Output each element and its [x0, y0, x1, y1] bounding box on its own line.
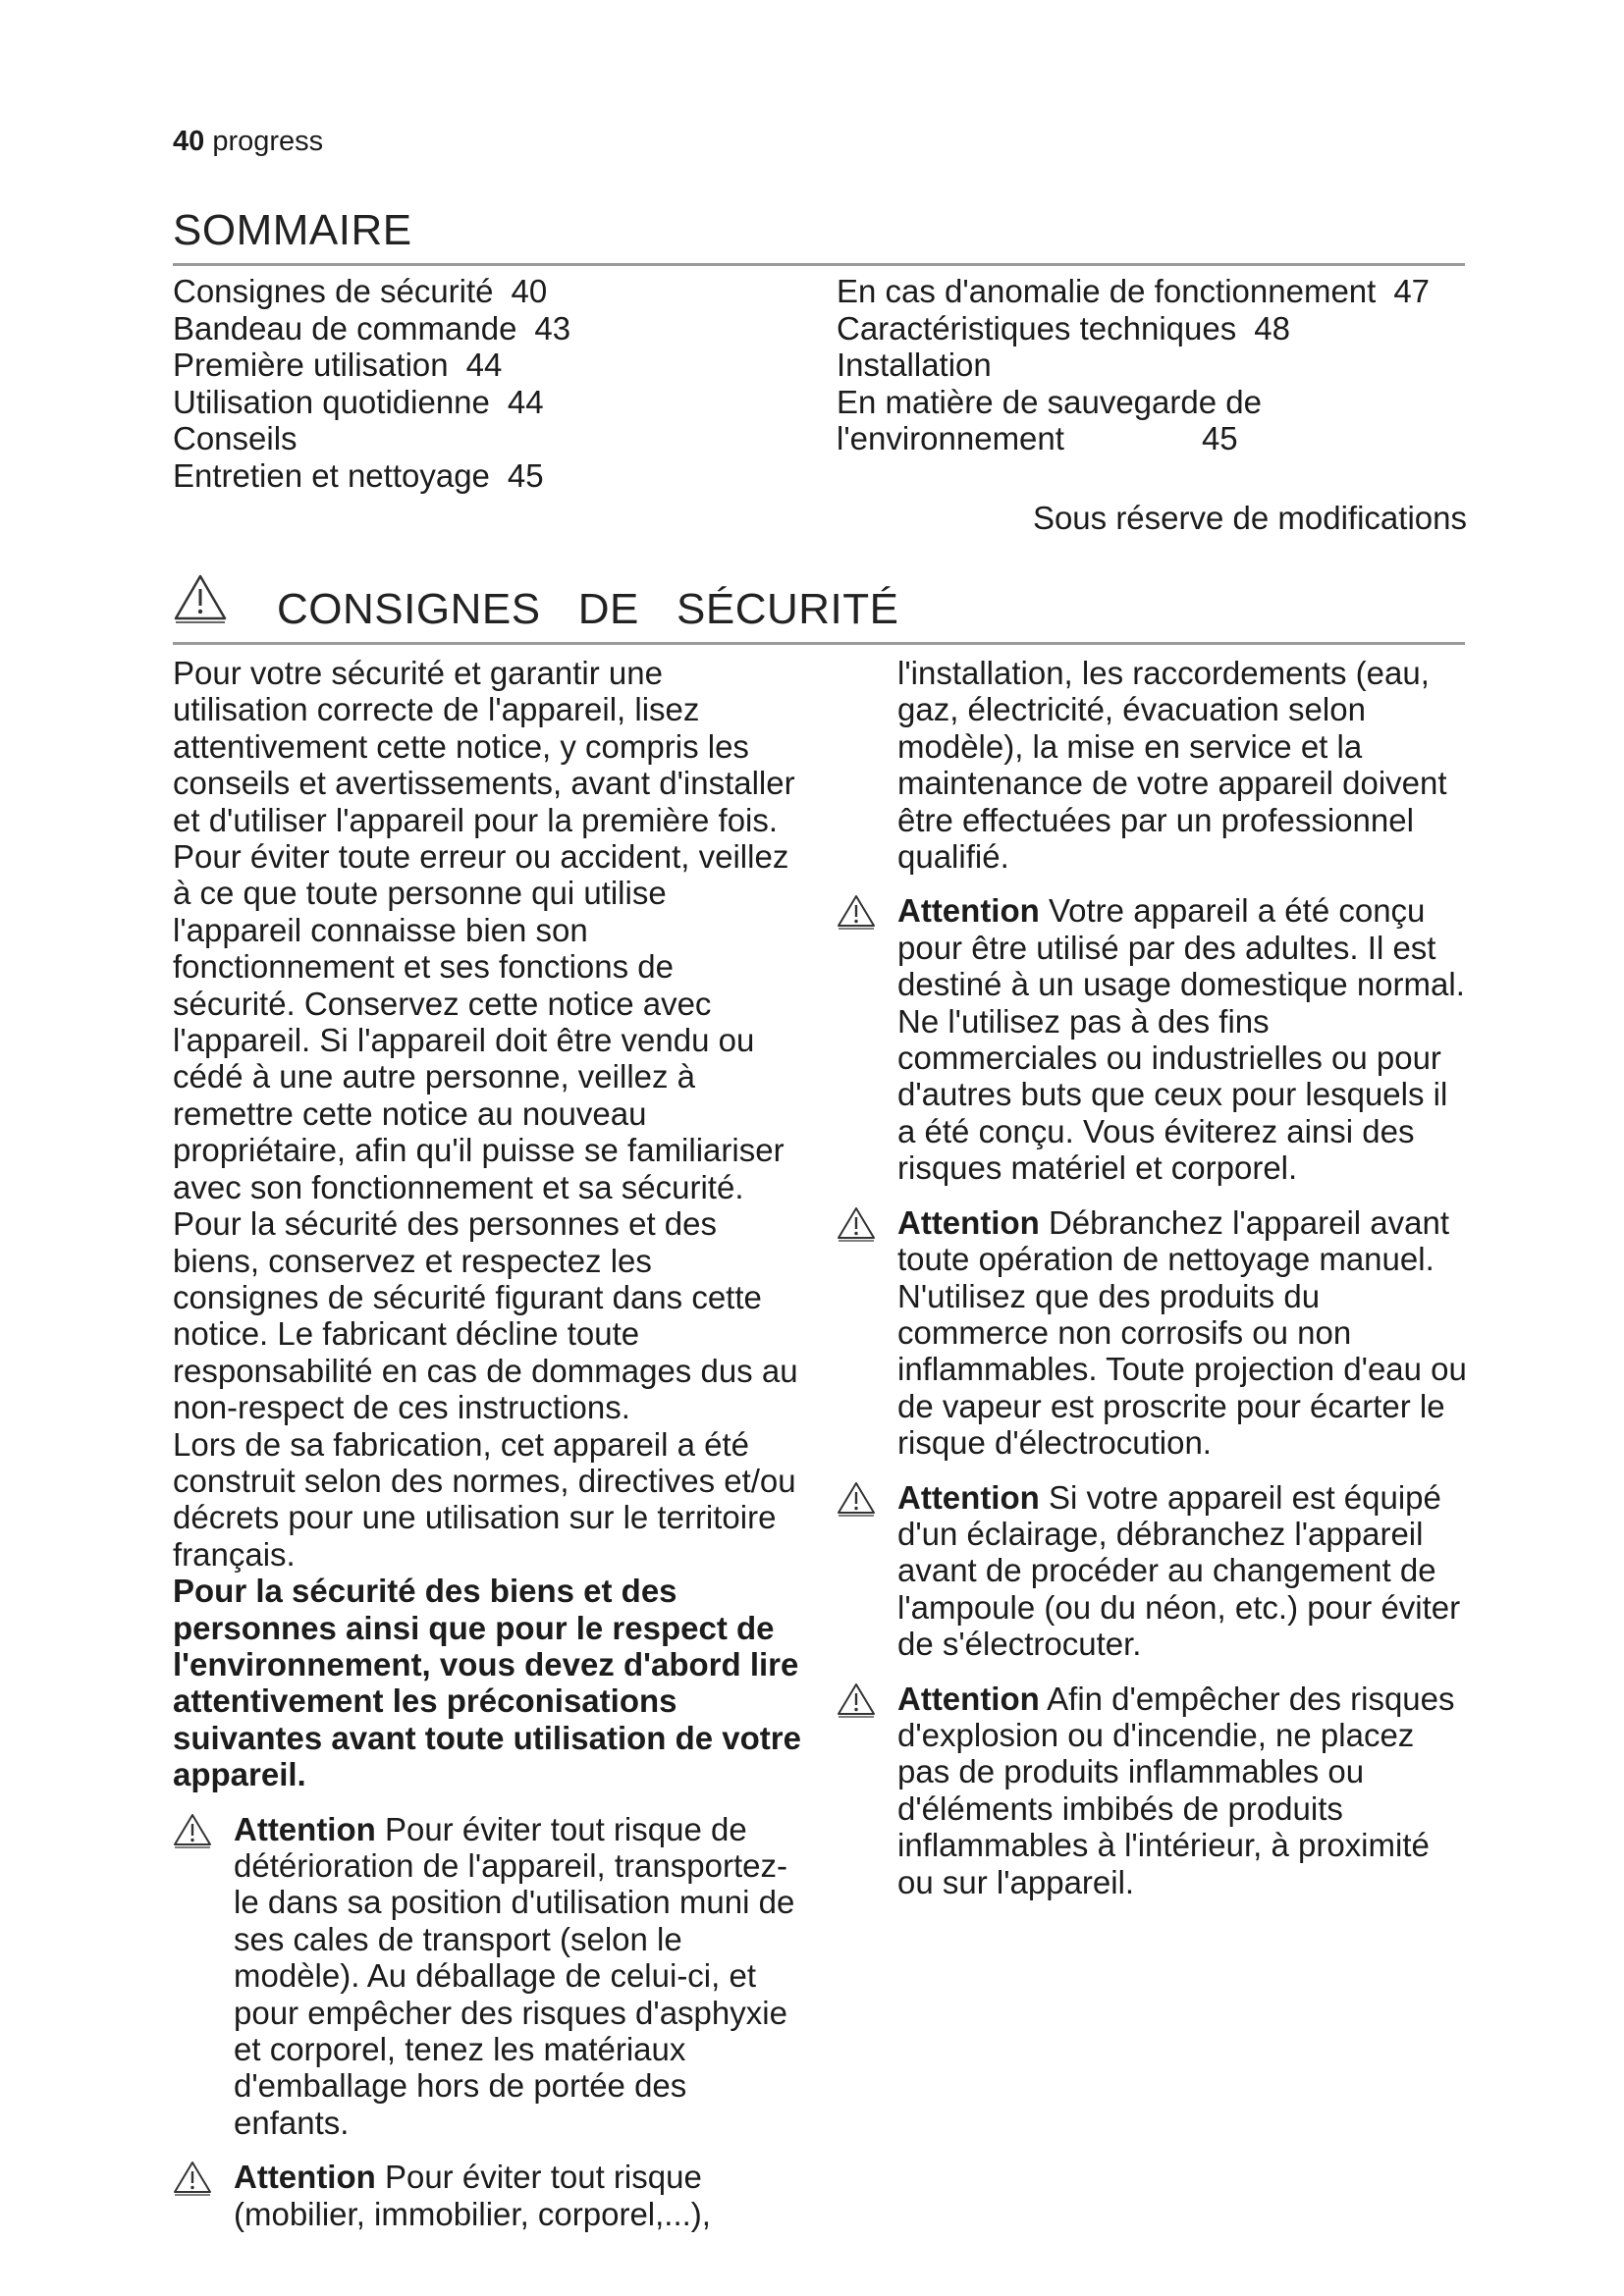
toc-item: En matière de sauvegarde de [837, 383, 1262, 420]
toc-item: Entretien et nettoyage 45 [173, 456, 544, 494]
warning-triangle-icon [837, 1481, 876, 1523]
safety-left-column [173, 655, 801, 2232]
warning-triangle-icon [837, 1206, 876, 1249]
attention-block [837, 1204, 1470, 1462]
paragraph: Lors de sa fabrication, cet appareil a été construit selon des normes, directives et/ou décrets pour une utilisation sur le territoire français. [173, 1425, 796, 1573]
attention-text: Pour éviter tout risque (mobilier, immobilier, corporel,...), [234, 2159, 711, 2232]
attention-label: Attention [897, 1203, 1040, 1241]
attention-label: Attention [897, 892, 1040, 930]
toc-item: Conseils [173, 420, 298, 456]
safety-right-column [837, 655, 1470, 1900]
summary-divider [173, 263, 1465, 266]
toc-item: Bandeau de commande 43 [173, 309, 571, 347]
toc-right-column [837, 273, 1430, 457]
warning-triangle-icon [173, 1813, 212, 1855]
toc-item: Première utilisation 44 [173, 347, 503, 383]
attention-block [173, 1811, 801, 2142]
attention-text: Pour éviter tout risque de détérioration de l'appareil, transportez-le dans sa position d'utilisation muni de ses cales de transport (selon le modèle). Au déballage de celui-ci, et pour empêcher des risques d'asphyxie et corporel, tenez les matériaux d'emballage hors de portée des enfants. [234, 1810, 795, 2141]
attention-label: Attention [897, 1680, 1040, 1717]
paragraph: Pour votre sécurité et garantir une utilisation correcte de l'appareil, lisez attentivement cette notice, y compris les conseils et avertissements, avant d'installer et d'utiliser l'appareil pour la première fois. Pour éviter toute erreur ou accident, veillez à ce que toute personne qui utilise l'appareil connaisse bien son fonctionnement et ses fonctions de sécurité. Conservez cette notice avec l'appareil. Si l'appareil doit être vendu ou cédé à une autre personne, veillez à remettre cette notice au nouveau propriétaire, afin qu'il puisse se familiariser avec son fonctionnement et sa sécurité. [173, 655, 795, 1205]
attention-text: Si votre appareil est équipé d'un éclairage, débranchez l'appareil avant de procéder au changement de l'ampoule (ou du néon, etc.) pour éviter de s'électrocuter. [897, 1478, 1461, 1663]
safety-title: CONSIGNES DE SÉCURITÉ [277, 585, 899, 633]
attention-block [837, 1681, 1470, 1900]
page-number: 40 [173, 126, 205, 157]
attention-block [837, 892, 1470, 1186]
brand-name: progress [212, 126, 324, 157]
paragraph: l'installation, les raccordements (eau, gaz, électricité, évacuation selon modèle), la mise en service et la maintenance de votre appareil doivent être effectuées par un professionnel qualifié. [897, 655, 1447, 876]
warning-triangle-icon [173, 2161, 212, 2203]
warning-triangle-icon [837, 1682, 876, 1725]
toc-item: Consignes de sécurité 40 [173, 273, 548, 309]
toc-item: En cas d'anomalie de fonctionnement 47 [837, 273, 1431, 309]
attention-text: Afin d'empêcher des risques d'explosion ou d'incendie, ne placez pas de produits inflammables ou d'éléments imbibés de produits inflammables à l'intérieur, à proximité ou sur l'appareil. [897, 1680, 1455, 1900]
attention-label: Attention [897, 1478, 1040, 1516]
bold-paragraph: Pour la sécurité des biens et des personnes ainsi que pour le respect de l'environnement, vous devez d'abord lire attentivement les préconisations suivantes avant toute utilisation de votre appareil. [173, 1573, 801, 1793]
toc-item: l'environnement 45 [837, 420, 1238, 456]
safety-divider [173, 642, 1465, 645]
attention-label: Attention [234, 2159, 376, 2196]
attention-text: Débranchez l'appareil avant toute opération de nettoyage manuel. N'utilisez que des produits du commerce non corrosifs ou non inflammables. Toute projection d'eau ou de vapeur est proscrite pour écarter le risque d'électrocution. [897, 1203, 1467, 1462]
summary-title: SOMMAIRE [173, 206, 412, 254]
attention-block [837, 1479, 1470, 1663]
toc-item: Installation [837, 347, 992, 383]
attention-text: Votre appareil a été conçu pour être utilisé par des adultes. Il est destiné à un usage domestique normal. Ne l'utilisez pas à des fins commerciales ou industrielles ou pour d'autres buts que ceux pour lesquels il a été conçu. Vous éviterez ainsi des risques matériel et corporel. [897, 892, 1465, 1187]
toc-item: Caractéristiques techniques 48 [837, 309, 1290, 347]
page-header [173, 126, 323, 158]
paragraph: Pour la sécurité des personnes et des biens, conservez et respectez les consignes de sécurité figurant dans cette notice. Le fabricant décline toute responsabilité en cas de dommages dus au non-respect de ces instructions. [173, 1205, 798, 1426]
modification-note: Sous réserve de modifications [1032, 500, 1467, 536]
warning-triangle-icon [173, 573, 228, 629]
attention-block [173, 2159, 801, 2232]
toc-left-column [173, 273, 570, 494]
attention-label: Attention [234, 1810, 376, 1847]
toc-item: Utilisation quotidienne 44 [173, 383, 544, 420]
warning-triangle-icon [837, 894, 876, 936]
